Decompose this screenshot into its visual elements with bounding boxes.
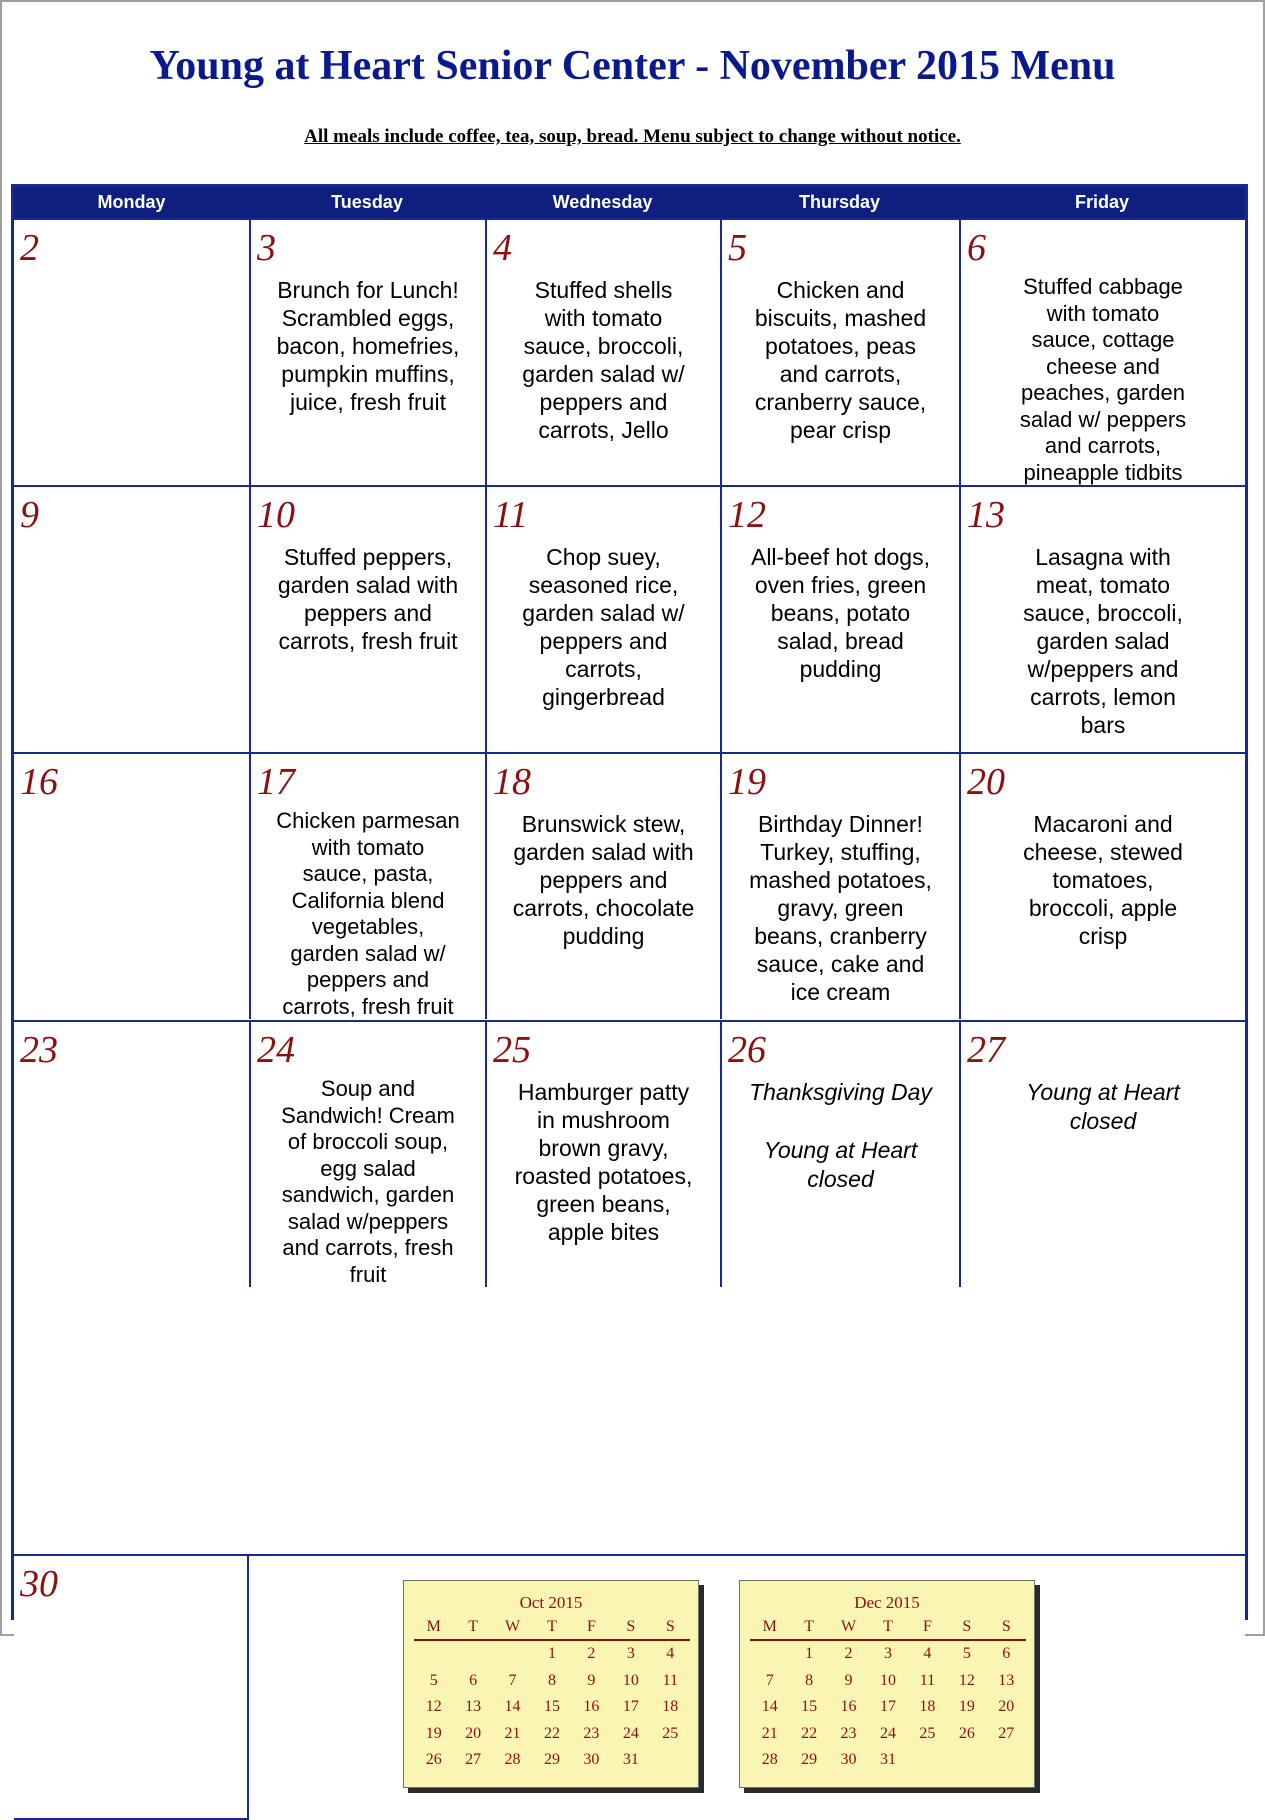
- mini-calendar-date: 1: [805, 1645, 814, 1663]
- mini-calendar-date: 11: [662, 1671, 678, 1689]
- mini-calendar-date: 30: [583, 1751, 600, 1769]
- mini-calendar-date: 18: [919, 1698, 936, 1716]
- day-number: 24: [257, 1029, 295, 1071]
- mini-calendar-date: [453, 1640, 492, 1668]
- meal-description: [969, 274, 1237, 486]
- meal-line: oven fries, green: [754, 572, 927, 598]
- mini-calendar-date: 9: [844, 1671, 853, 1689]
- meal-line: sauce, broccoli,: [1023, 600, 1183, 626]
- mini-calendar-date: 26: [958, 1724, 975, 1742]
- mini-calendar-date: 21: [761, 1724, 778, 1742]
- mini-calendar-date: 5: [962, 1645, 971, 1663]
- mini-calendar-date: 22: [543, 1724, 560, 1742]
- meal-description: [730, 543, 951, 683]
- meal-line: with tomato: [311, 834, 425, 860]
- meal-line: cranberry sauce,: [754, 389, 927, 415]
- mini-calendar-date: 28: [761, 1751, 778, 1769]
- meal-line: Hamburger patty: [517, 1079, 690, 1105]
- day-cell-24: [249, 1020, 485, 1287]
- meal-description: [969, 543, 1237, 739]
- day-cell-19: [720, 752, 959, 1019]
- day-number: 11: [493, 494, 529, 536]
- day-cell-10: [249, 485, 485, 752]
- meal-line: with tomato: [1046, 300, 1160, 326]
- meal-line: salad, bread: [777, 628, 904, 654]
- weekday-friday: Friday: [1074, 192, 1130, 212]
- mini-calendar-date: 26: [425, 1751, 442, 1769]
- day-cell-4: [485, 218, 720, 485]
- day-cell-6: [959, 218, 1245, 485]
- weekday-initial: T: [532, 1615, 571, 1640]
- meal-line: Young at Heart: [763, 1137, 918, 1163]
- day-number: 25: [493, 1029, 531, 1071]
- meal-line: vegetables,: [311, 914, 425, 939]
- mini-calendar-date: 6: [1002, 1645, 1011, 1663]
- mini-calendar-date: 23: [583, 1724, 600, 1742]
- meal-description: [259, 276, 477, 416]
- day-number: 27: [967, 1029, 1005, 1071]
- weekday-monday: Monday: [97, 192, 166, 212]
- meal-line: bars: [1080, 712, 1126, 738]
- meal-line: salad w/peppers: [287, 1208, 449, 1234]
- mini-calendar-date: 28: [504, 1751, 521, 1769]
- day-cell-5: [720, 218, 959, 485]
- meal-description: [969, 1078, 1237, 1136]
- day-cell-18: [485, 752, 720, 1019]
- mini-calendar-date: 4: [666, 1645, 675, 1663]
- mini-calendar-date: 2: [587, 1645, 596, 1663]
- meal-description: [730, 276, 951, 444]
- weekday-initial: S: [611, 1615, 650, 1640]
- mini-calendar-date: 16: [840, 1698, 857, 1716]
- day-cell-2: [14, 218, 249, 485]
- meal-line: bacon, homefries,: [276, 333, 460, 359]
- meal-line: carrots, fresh fruit: [278, 628, 458, 654]
- meal-description: [259, 1076, 477, 1288]
- meal-description: [259, 808, 477, 1020]
- meal-line: Macaroni and: [1033, 811, 1173, 837]
- mini-calendar-date: 15: [543, 1698, 560, 1716]
- mini-calendar-date: [908, 1747, 947, 1774]
- weekday-header-row: [14, 187, 1245, 218]
- day-number: 26: [728, 1029, 766, 1071]
- meal-line: Birthday Dinner!: [758, 811, 923, 837]
- meal-description: [730, 1078, 951, 1194]
- meal-line: peppers and: [306, 967, 430, 992]
- mini-calendar-date: 25: [662, 1724, 679, 1742]
- meal-line: roasted potatoes,: [514, 1163, 693, 1189]
- day-number: 6: [967, 227, 986, 269]
- mini-calendar-date: [987, 1747, 1026, 1774]
- meal-line: sauce, broccoli,: [523, 333, 684, 359]
- weekday-initial: T: [868, 1615, 907, 1640]
- day-cell-23: [14, 1020, 249, 1287]
- day-cell-20: [959, 752, 1245, 1019]
- day-number: 17: [257, 761, 295, 803]
- mini-calendar-date: 17: [879, 1698, 896, 1716]
- mini-calendar-date: 12: [425, 1698, 442, 1716]
- page-subtitle: All meals include coffee, tea, soup, bread. Menu subject to change without notice.: [304, 126, 961, 147]
- weekday-initial: F: [908, 1615, 947, 1640]
- mini-calendar-date: [651, 1747, 690, 1774]
- day-cell-12: [720, 485, 959, 752]
- mini-calendar-date: 22: [801, 1724, 818, 1742]
- day-number: 30: [20, 1563, 58, 1605]
- meal-description: [730, 810, 951, 1006]
- meal-line: garden salad w/: [522, 600, 685, 626]
- meal-line: Thanksgiving Day: [749, 1079, 932, 1105]
- mini-calendar-oct-2015: [403, 1580, 699, 1788]
- mini-calendar-date: 7: [508, 1671, 517, 1689]
- weekday-initial: S: [987, 1615, 1026, 1640]
- meal-line: and carrots,: [1044, 433, 1162, 458]
- meal-line: peppers and: [304, 600, 432, 626]
- meal-description: [969, 810, 1237, 950]
- mini-calendar-date: 19: [958, 1698, 975, 1716]
- meal-line: garden salad with: [277, 572, 459, 598]
- weekday-wednesday: Wednesday: [552, 192, 653, 212]
- mini-calendars-area: [249, 1554, 1245, 1820]
- meal-line: with tomato: [544, 305, 663, 331]
- day-cell-16: [14, 752, 249, 1019]
- mini-calendar-date: 27: [998, 1724, 1015, 1742]
- meal-line: peppers and: [539, 628, 668, 654]
- meal-line: Brunch for Lunch!: [277, 277, 459, 303]
- meal-line: garden salad w/: [290, 940, 446, 966]
- meal-line: cheese and: [1046, 353, 1160, 379]
- day-number: 12: [728, 494, 766, 536]
- meal-line: beans, potato: [770, 600, 911, 626]
- meal-line: and carrots, fresh: [282, 1235, 454, 1260]
- meal-line: of broccoli soup,: [287, 1129, 449, 1154]
- meal-line: Young at Heart: [1026, 1079, 1180, 1105]
- mini-calendar-date: 13: [998, 1671, 1015, 1689]
- mini-calendar-date: 20: [465, 1724, 482, 1742]
- meal-line: Stuffed peppers,: [283, 544, 453, 570]
- weekday-initial: S: [651, 1615, 690, 1640]
- day-cell-11: [485, 485, 720, 752]
- meal-line: biscuits, mashed: [754, 305, 927, 331]
- day-number: 3: [257, 227, 276, 269]
- weekday-initial: W: [493, 1615, 532, 1640]
- meal-line: Scrambled eggs,: [281, 305, 455, 331]
- day-cell-26: [720, 1020, 959, 1287]
- mini-calendar-date: 10: [622, 1671, 639, 1689]
- day-cell-13: [959, 485, 1245, 752]
- mini-calendar-date: 24: [879, 1724, 896, 1742]
- day-number: 19: [728, 761, 766, 803]
- mini-calendar-date: 18: [662, 1698, 679, 1716]
- mini-calendar-date: 31: [879, 1751, 896, 1769]
- mini-calendar-date: 27: [465, 1751, 482, 1769]
- weekday-initial: M: [414, 1615, 453, 1640]
- mini-calendar-date: 24: [622, 1724, 639, 1742]
- mini-calendar-date: 5: [429, 1671, 438, 1689]
- meal-line: pear crisp: [790, 417, 891, 443]
- meal-line: carrots,: [565, 656, 642, 682]
- mini-calendar-title: Dec 2015: [854, 1593, 920, 1612]
- mini-calendar-date: [493, 1640, 532, 1668]
- month-calendar: [11, 184, 1248, 1769]
- day-cell-3: [249, 218, 485, 485]
- day-number: 20: [967, 761, 1005, 803]
- meal-line: Chicken and: [776, 277, 905, 303]
- day-number: 23: [20, 1029, 58, 1071]
- day-cell-17: [249, 752, 485, 1019]
- meal-line: garden salad: [1036, 628, 1170, 654]
- meal-line: fruit: [349, 1261, 387, 1287]
- day-cell-27: [959, 1020, 1245, 1287]
- meal-line: green beans,: [536, 1191, 671, 1217]
- day-number: 2: [20, 227, 39, 269]
- meal-line: beans, cranberry: [754, 923, 927, 949]
- meal-line: Turkey, stuffing,: [760, 839, 921, 865]
- mini-calendar-title: Oct 2015: [519, 1593, 583, 1612]
- blank-line: [730, 1107, 951, 1136]
- meal-line: seasoned rice,: [528, 572, 679, 598]
- meal-line: brown gravy,: [538, 1135, 669, 1161]
- meal-line: crisp: [1078, 923, 1128, 949]
- meal-line: egg salad: [320, 1155, 416, 1181]
- meal-line: carrots, chocolate: [512, 895, 695, 921]
- day-number: 9: [20, 494, 39, 536]
- meal-line: meat, tomato: [1035, 572, 1171, 598]
- mini-calendar-grid: [414, 1615, 690, 1774]
- day-number: 18: [493, 761, 531, 803]
- weekday-initial: S: [947, 1615, 986, 1640]
- meal-line: closed: [1069, 1108, 1137, 1134]
- meal-line: sandwich, garden: [281, 1182, 455, 1207]
- weekday-thursday: Thursday: [798, 192, 881, 212]
- mini-calendar-date: 7: [765, 1671, 774, 1689]
- meal-line: pudding: [799, 656, 882, 682]
- meal-line: mashed potatoes,: [749, 867, 932, 893]
- meal-line: Lasagna with: [1035, 544, 1171, 570]
- weekday-initial: W: [829, 1615, 868, 1640]
- meal-line: All-beef hot dogs,: [750, 544, 930, 570]
- page-title: Young at Heart Senior Center - November 2015 Menu: [149, 43, 1116, 89]
- day-cell-9: [14, 485, 249, 752]
- meal-line: sauce, pasta,: [302, 861, 434, 886]
- mini-calendar-date: 12: [958, 1671, 975, 1689]
- meal-line: and carrots,: [779, 361, 902, 387]
- mini-calendar-date: 17: [622, 1698, 639, 1716]
- mini-calendar-date: 1: [547, 1645, 556, 1663]
- mini-calendar-date: 29: [801, 1751, 818, 1769]
- mini-calendar-dec-2015: [739, 1580, 1035, 1788]
- meal-description: [259, 543, 477, 655]
- mini-calendar-grid: [750, 1615, 1026, 1774]
- meal-line: carrots, Jello: [538, 417, 669, 443]
- mini-calendar-date: 25: [919, 1724, 936, 1742]
- meal-line: potatoes, peas: [765, 333, 916, 359]
- meal-line: California blend: [291, 887, 445, 913]
- mini-calendar-date: 13: [465, 1698, 482, 1716]
- mini-calendar-date: 4: [923, 1645, 932, 1663]
- meal-description: [495, 543, 712, 711]
- meal-line: peaches, garden: [1021, 380, 1185, 405]
- meal-line: gravy, green: [777, 895, 904, 921]
- mini-calendar-date: 8: [805, 1671, 814, 1689]
- meal-line: gingerbread: [542, 684, 665, 710]
- day-cell-25: [485, 1020, 720, 1287]
- meal-line: Brunswick stew,: [521, 811, 686, 837]
- weekday-initial: F: [572, 1615, 611, 1640]
- meal-line: Soup and: [320, 1076, 416, 1101]
- weekday-initial: T: [789, 1615, 828, 1640]
- meal-line: carrots, fresh fruit: [282, 993, 454, 1019]
- day-number: 4: [493, 227, 512, 269]
- meal-line: Chop suey,: [546, 544, 661, 570]
- meal-line: ice cream: [790, 979, 891, 1005]
- meal-line: tomatoes,: [1052, 867, 1154, 893]
- day-number: 5: [728, 227, 747, 269]
- mini-calendar-date: 3: [883, 1645, 892, 1663]
- meal-line: Stuffed cabbage: [1023, 274, 1183, 299]
- mini-calendar-date: 14: [761, 1698, 778, 1716]
- weekday-initial: M: [750, 1615, 789, 1640]
- meal-description: [495, 810, 712, 950]
- day-cell-30: [14, 1554, 249, 1820]
- mini-calendar-date: 11: [919, 1671, 936, 1689]
- mini-calendar-date: 29: [543, 1751, 560, 1769]
- meal-line: sauce, cake and: [756, 951, 925, 977]
- mini-calendar-date: 23: [840, 1724, 857, 1742]
- day-number: 13: [967, 494, 1005, 536]
- mini-calendar-date: 2: [844, 1645, 853, 1663]
- mini-calendar-date: 31: [622, 1751, 639, 1769]
- mini-calendar-date: [414, 1640, 453, 1668]
- mini-calendar-date: 9: [587, 1671, 596, 1689]
- meal-line: peppers and: [539, 867, 668, 893]
- meal-description: [495, 1078, 712, 1246]
- meal-line: apple bites: [547, 1219, 660, 1245]
- weekday-tuesday: Tuesday: [331, 192, 403, 212]
- meal-line: garden salad with: [513, 839, 694, 865]
- weekday-initial: T: [453, 1615, 492, 1640]
- mini-calendar-date: 6: [469, 1671, 478, 1689]
- meal-line: Chicken parmesan: [276, 808, 460, 833]
- mini-calendar-date: 8: [547, 1671, 556, 1689]
- meal-line: salad w/ peppers: [1019, 406, 1187, 432]
- mini-calendar-date: 21: [504, 1724, 521, 1742]
- mini-calendar-date: 14: [504, 1698, 521, 1716]
- meal-line: pudding: [562, 923, 645, 949]
- day-number: 10: [257, 494, 295, 536]
- meal-line: w/peppers and: [1027, 656, 1179, 682]
- mini-calendar-date: 3: [626, 1645, 635, 1663]
- meal-line: closed: [807, 1166, 874, 1192]
- meal-line: pumpkin muffins,: [281, 361, 455, 387]
- meal-description: [495, 276, 712, 444]
- mini-calendar-date: 15: [801, 1698, 818, 1716]
- mini-calendar-date: 19: [425, 1724, 442, 1742]
- mini-calendar-date: 10: [879, 1671, 896, 1689]
- meal-line: sauce, cottage: [1031, 327, 1175, 352]
- meal-line: broccoli, apple: [1028, 895, 1178, 921]
- meal-line: Sandwich! Cream: [281, 1102, 455, 1128]
- mini-calendar-date: [750, 1640, 789, 1668]
- meal-line: in mushroom: [537, 1107, 670, 1133]
- day-number: 16: [20, 761, 58, 803]
- meal-line: juice, fresh fruit: [290, 389, 446, 415]
- mini-calendar-date: 16: [583, 1698, 600, 1716]
- meal-line: cheese, stewed: [1023, 839, 1183, 865]
- mini-calendar-date: [947, 1747, 986, 1774]
- meal-line: Stuffed shells: [534, 277, 673, 303]
- mini-calendar-date: 20: [998, 1698, 1015, 1716]
- mini-calendar-date: 30: [840, 1751, 857, 1769]
- meal-line: pineapple tidbits: [1023, 459, 1183, 485]
- meal-line: carrots, lemon: [1030, 684, 1176, 710]
- meal-line: garden salad w/: [522, 361, 685, 387]
- meal-line: peppers and: [539, 389, 668, 415]
